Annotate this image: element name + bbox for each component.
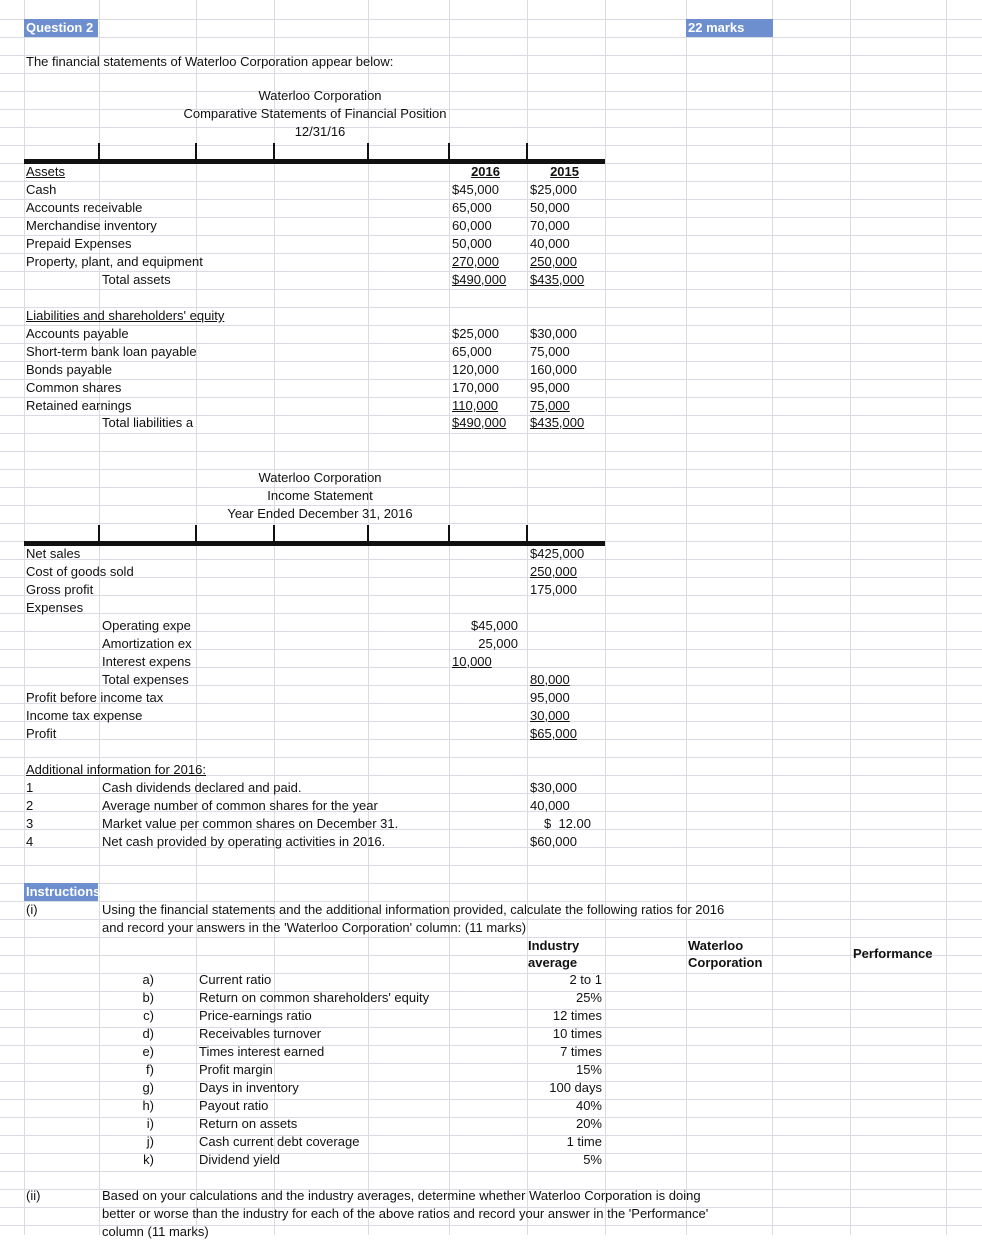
- asset-2015: $25,000: [530, 182, 577, 197]
- ratio-letter: c): [143, 1008, 154, 1023]
- liability-label: Accounts payable: [26, 326, 129, 341]
- performance-header: Performance: [853, 946, 933, 961]
- is-heavy-rule: [24, 541, 605, 546]
- ratio-industry: 2 to 1: [569, 972, 602, 987]
- ratio-name: Times interest earned: [199, 1044, 325, 1059]
- additional-label: Average number of common shares for the year: [102, 798, 378, 813]
- part1-line1: Using the financial statements and the additional information provided, calculate the following ratios for 2016: [102, 902, 725, 917]
- additional-label: Net cash provided by operating activities in 2016.: [102, 834, 386, 849]
- liability-2015: 75,000: [530, 398, 570, 413]
- asset-2015: 250,000: [530, 254, 577, 269]
- tax-value: 30,000: [530, 708, 570, 723]
- tax-label: Income tax expense: [26, 708, 143, 723]
- liability-2016: 110,000: [452, 398, 499, 413]
- is-period: Year Ended December 31, 2016: [227, 506, 413, 521]
- additional-number: 1: [26, 780, 34, 795]
- additional-heading: Additional information for 2016:: [26, 762, 206, 777]
- ratio-name: Cash current debt coverage: [199, 1134, 360, 1149]
- ratio-name: Current ratio: [199, 972, 272, 987]
- asset-2016: 60,000: [452, 218, 492, 233]
- additional-label: Market value per common shares on December 31.: [102, 816, 399, 831]
- ratio-name: Receivables turnover: [199, 1026, 322, 1041]
- is-title: Income Statement: [267, 488, 373, 503]
- total-expenses-label: Total expenses: [102, 672, 189, 687]
- additional-number: 4: [26, 834, 34, 849]
- asset-2016: 65,000: [452, 200, 492, 215]
- ratio-name: Payout ratio: [199, 1098, 269, 1113]
- ratio-industry: 20%: [575, 1116, 602, 1131]
- part2-line2: better or worse than the industry for each of the above ratios and record your answer in the 'Performance': [102, 1206, 709, 1221]
- instructions-label: Instructions: [26, 884, 101, 899]
- ratio-letter: g): [142, 1080, 154, 1095]
- sfp-year-2015: 2015: [550, 164, 579, 179]
- ratio-industry: 25%: [575, 990, 602, 1005]
- expense-value: $45,000: [471, 618, 518, 633]
- total-assets-label: Total assets: [102, 272, 171, 287]
- total-expenses-value: 80,000: [530, 672, 570, 687]
- ratio-letter: d): [142, 1026, 154, 1041]
- liability-label: Common shares: [26, 380, 122, 395]
- liability-2015: $30,000: [530, 326, 577, 341]
- waterloo-header-1: Waterloo: [688, 938, 744, 953]
- assets-heading: Assets: [26, 164, 66, 179]
- part1-number: (i): [26, 902, 38, 917]
- ratio-name: Profit margin: [199, 1062, 273, 1077]
- liabilities-heading: Liabilities and shareholders' equity: [26, 308, 225, 323]
- ratio-letter: j): [146, 1134, 154, 1149]
- additional-value: $60,000: [530, 834, 577, 849]
- sfp-company: Waterloo Corporation: [258, 88, 382, 103]
- sfp-title: Comparative Statements of Financial Position: [183, 106, 447, 121]
- ratio-letter: f): [146, 1062, 154, 1077]
- part2-line1: Based on your calculations and the industry averages, determine whether Waterloo Corporation is doing: [102, 1188, 701, 1203]
- part2-line3: column (11 marks): [102, 1224, 209, 1239]
- gross-profit-value: 175,000: [530, 582, 577, 597]
- additional-value: 40,000: [530, 798, 570, 813]
- liability-2015: 95,000: [530, 380, 570, 395]
- ratio-industry: 10 times: [552, 1026, 602, 1041]
- part1-line2: and record your answers in the 'Waterloo Corporation' column: (11 marks): [102, 920, 527, 935]
- gross-profit-label: Gross profit: [26, 582, 94, 597]
- total-liabilities-label: Total liabilities a: [102, 415, 194, 430]
- additional-value: $ 12.00: [544, 816, 591, 831]
- liability-2015: 75,000: [530, 344, 570, 359]
- intro-text: The financial statements of Waterloo Corporation appear below:: [26, 54, 394, 69]
- asset-label: Cash: [26, 182, 57, 197]
- total-liabilities-2015: $435,000: [530, 415, 585, 430]
- profit-label: Profit: [26, 726, 57, 741]
- asset-label: Accounts receivable: [26, 200, 143, 215]
- asset-label: Property, plant, and equipment: [26, 254, 203, 269]
- liability-2015: 160,000: [530, 362, 577, 377]
- asset-2015: 40,000: [530, 236, 570, 251]
- additional-number: 2: [26, 798, 34, 813]
- expense-value: 25,000: [478, 636, 518, 651]
- liability-2016: 170,000: [452, 380, 499, 395]
- ratio-letter: k): [143, 1152, 154, 1167]
- total-liabilities-2016: $490,000: [452, 415, 507, 430]
- net-sales-value: $425,000: [530, 546, 585, 561]
- expense-value: 10,000: [452, 654, 492, 669]
- total-assets-2016: $490,000: [452, 272, 507, 287]
- is-company: Waterloo Corporation: [258, 470, 382, 485]
- sfp-year-2016: 2016: [471, 164, 500, 179]
- profit-value: $65,000: [530, 726, 577, 741]
- asset-label: Prepaid Expenses: [26, 236, 132, 251]
- ratio-name: Return on common shareholders' equity: [199, 990, 430, 1005]
- ratio-industry: 15%: [575, 1062, 602, 1077]
- liability-label: Bonds payable: [26, 362, 113, 377]
- marks-label: 22 marks: [688, 20, 745, 35]
- ratio-industry: 100 days: [549, 1080, 602, 1095]
- waterloo-header-2: Corporation: [688, 955, 763, 970]
- asset-2015: 50,000: [530, 200, 570, 215]
- asset-2016: 270,000: [452, 254, 499, 269]
- ratio-letter: i): [146, 1116, 154, 1131]
- ratio-name: Price-earnings ratio: [199, 1008, 312, 1023]
- liability-label: Retained earnings: [26, 398, 132, 413]
- total-assets-2015: $435,000: [530, 272, 585, 287]
- expense-label: Amortization ex: [102, 636, 192, 651]
- expenses-heading: Expenses: [26, 600, 84, 615]
- liability-2016: 120,000: [452, 362, 499, 377]
- expense-label: Interest expens: [102, 654, 191, 669]
- liability-label: Short-term bank loan payable: [26, 344, 197, 359]
- part2-number: (ii): [26, 1188, 41, 1203]
- question-label: Question 2: [26, 20, 94, 35]
- ratio-letter: h): [142, 1098, 154, 1113]
- asset-2016: $45,000: [452, 182, 499, 197]
- pbt-value: 95,000: [530, 690, 570, 705]
- ratio-letter: b): [142, 990, 154, 1005]
- ratio-letter: e): [142, 1044, 154, 1059]
- ratio-industry: 5%: [583, 1152, 602, 1167]
- ratio-name: Dividend yield: [199, 1152, 280, 1167]
- liability-2016: 65,000: [452, 344, 492, 359]
- additional-number: 3: [26, 816, 34, 831]
- ratio-letter: a): [142, 972, 154, 987]
- ratio-industry: 1 time: [566, 1134, 602, 1149]
- liability-2016: $25,000: [452, 326, 499, 341]
- asset-2016: 50,000: [452, 236, 492, 251]
- additional-value: $30,000: [530, 780, 577, 795]
- ratio-industry: 7 times: [560, 1044, 602, 1059]
- cogs-label: Cost of goods sold: [26, 564, 134, 579]
- ratio-industry: 40%: [575, 1098, 602, 1113]
- industry-header-1: Industry: [528, 938, 580, 953]
- net-sales-label: Net sales: [26, 546, 81, 561]
- expense-label: Operating expe: [102, 618, 191, 633]
- sfp-date: 12/31/16: [294, 124, 346, 139]
- pbt-label: Profit before income tax: [26, 690, 164, 705]
- cogs-value: 250,000: [530, 564, 577, 579]
- ratio-name: Return on assets: [199, 1116, 298, 1131]
- sfp-heavy-rule: [24, 159, 605, 164]
- ratio-industry: 12 times: [552, 1008, 602, 1023]
- asset-2015: 70,000: [530, 218, 570, 233]
- industry-header-2: average: [528, 955, 578, 970]
- asset-label: Merchandise inventory: [26, 218, 157, 233]
- ratio-name: Days in inventory: [199, 1080, 299, 1095]
- additional-label: Cash dividends declared and paid.: [102, 780, 302, 795]
